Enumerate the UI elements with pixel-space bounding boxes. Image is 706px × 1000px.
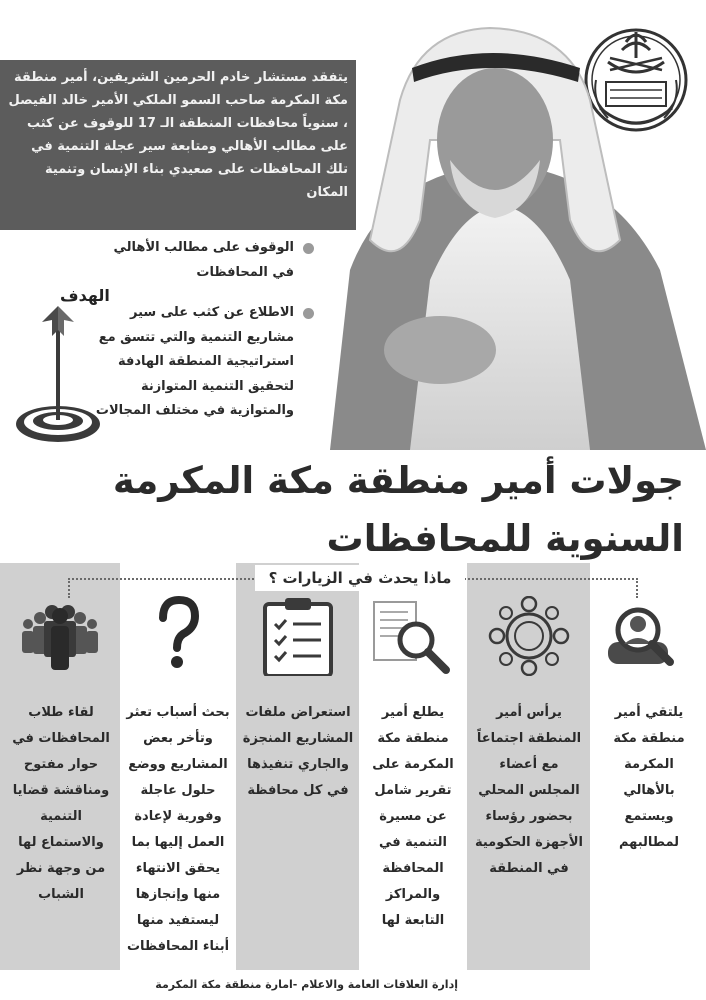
- bullet-dot-icon: [303, 243, 314, 254]
- goal-bullet-item: [88, 301, 314, 424]
- goal-bullet-text: الاطلاع عن كثب على سير مشاريع التنمية والتي تتسق مع استراتيجية المنطقة الهادفة لتحقيق التنمية المتوازنة والمتوازية في مختلف المجالات: [95, 305, 294, 418]
- section-subtitle: ماذا يحدث في الزيارات ؟: [255, 565, 465, 591]
- goal-label: الهدف: [60, 286, 110, 305]
- headline-line-2: السنوية للمحافظات: [326, 517, 684, 560]
- goal-bullet-list: [88, 236, 314, 440]
- intro-text: يتفقد مستشار خادم الحرمين الشريفين، أمير منطقة مكة المكرمة صاحب السمو الملكي الأمير خالد الفيصل ، سنوياً محافظات المنطقة الـ 17 للوقوف عن كثب على مطالب الأهالي ومتابعة سير عجلة التنمية في تلك المحافظات على صعيدي بناء الإنسان وتنمية المكان: [8, 70, 348, 200]
- goal-bullet-item: [88, 236, 314, 285]
- magnifier-person-icon: [600, 596, 690, 676]
- meeting-table-icon: [484, 596, 574, 676]
- students-group-icon: [16, 596, 106, 676]
- column-text: يلتقي أمير منطقة مكة المكرمة بالأهالي ويستمع لمطالبهم: [613, 705, 685, 850]
- footer: [0, 970, 706, 1000]
- headline-line-1: جولات أمير منطقة مكة المكرمة: [112, 459, 684, 502]
- document-magnifier-icon: [368, 596, 458, 676]
- column-text: استعراض ملفات المشاريع المنجزة والجاري تنفيذها في كل محافظة: [242, 705, 354, 798]
- column-text: يرأس أمير المنطقة اجتماعاً مع أعضاء المجلس المحلي بحضور رؤساء الأجهزة الحكومية في المنطقة: [474, 705, 584, 876]
- column-text: لقاء طلاب المحافظات في حوار مفتوح ومناقشة قضايا التنمية والاستماع لها من وجهة نظر الشباب: [12, 705, 110, 902]
- target-arrow-icon: [12, 300, 102, 450]
- bullet-dot-icon: [303, 308, 314, 319]
- footer-text: إدارة العلاقات العامة والاعلام -امارة منطقة مكة المكرمة: [155, 978, 458, 991]
- question-mark-icon: [133, 596, 223, 676]
- column-text: يطلع أمير منطقة مكة المكرمة على تقرير شامل عن مسيرة التنمية في المحافظة والمراكز التابعة لها: [372, 705, 454, 928]
- goal-bullet-text: الوقوف على مطالب الأهالي في المحافظات: [113, 240, 294, 280]
- headline: [4, 452, 684, 568]
- intro-box: [0, 60, 356, 230]
- column-text: بحث أسباب تعثر وتأخر بعض المشاريع ووضع حلول عاجلة وفورية لإعادة العمل إليها بما يحقق الانتهاء منها وإنجازها ليستفيد منها أبناء المحافظات: [126, 705, 230, 954]
- clipboard-checklist-icon: [253, 596, 343, 676]
